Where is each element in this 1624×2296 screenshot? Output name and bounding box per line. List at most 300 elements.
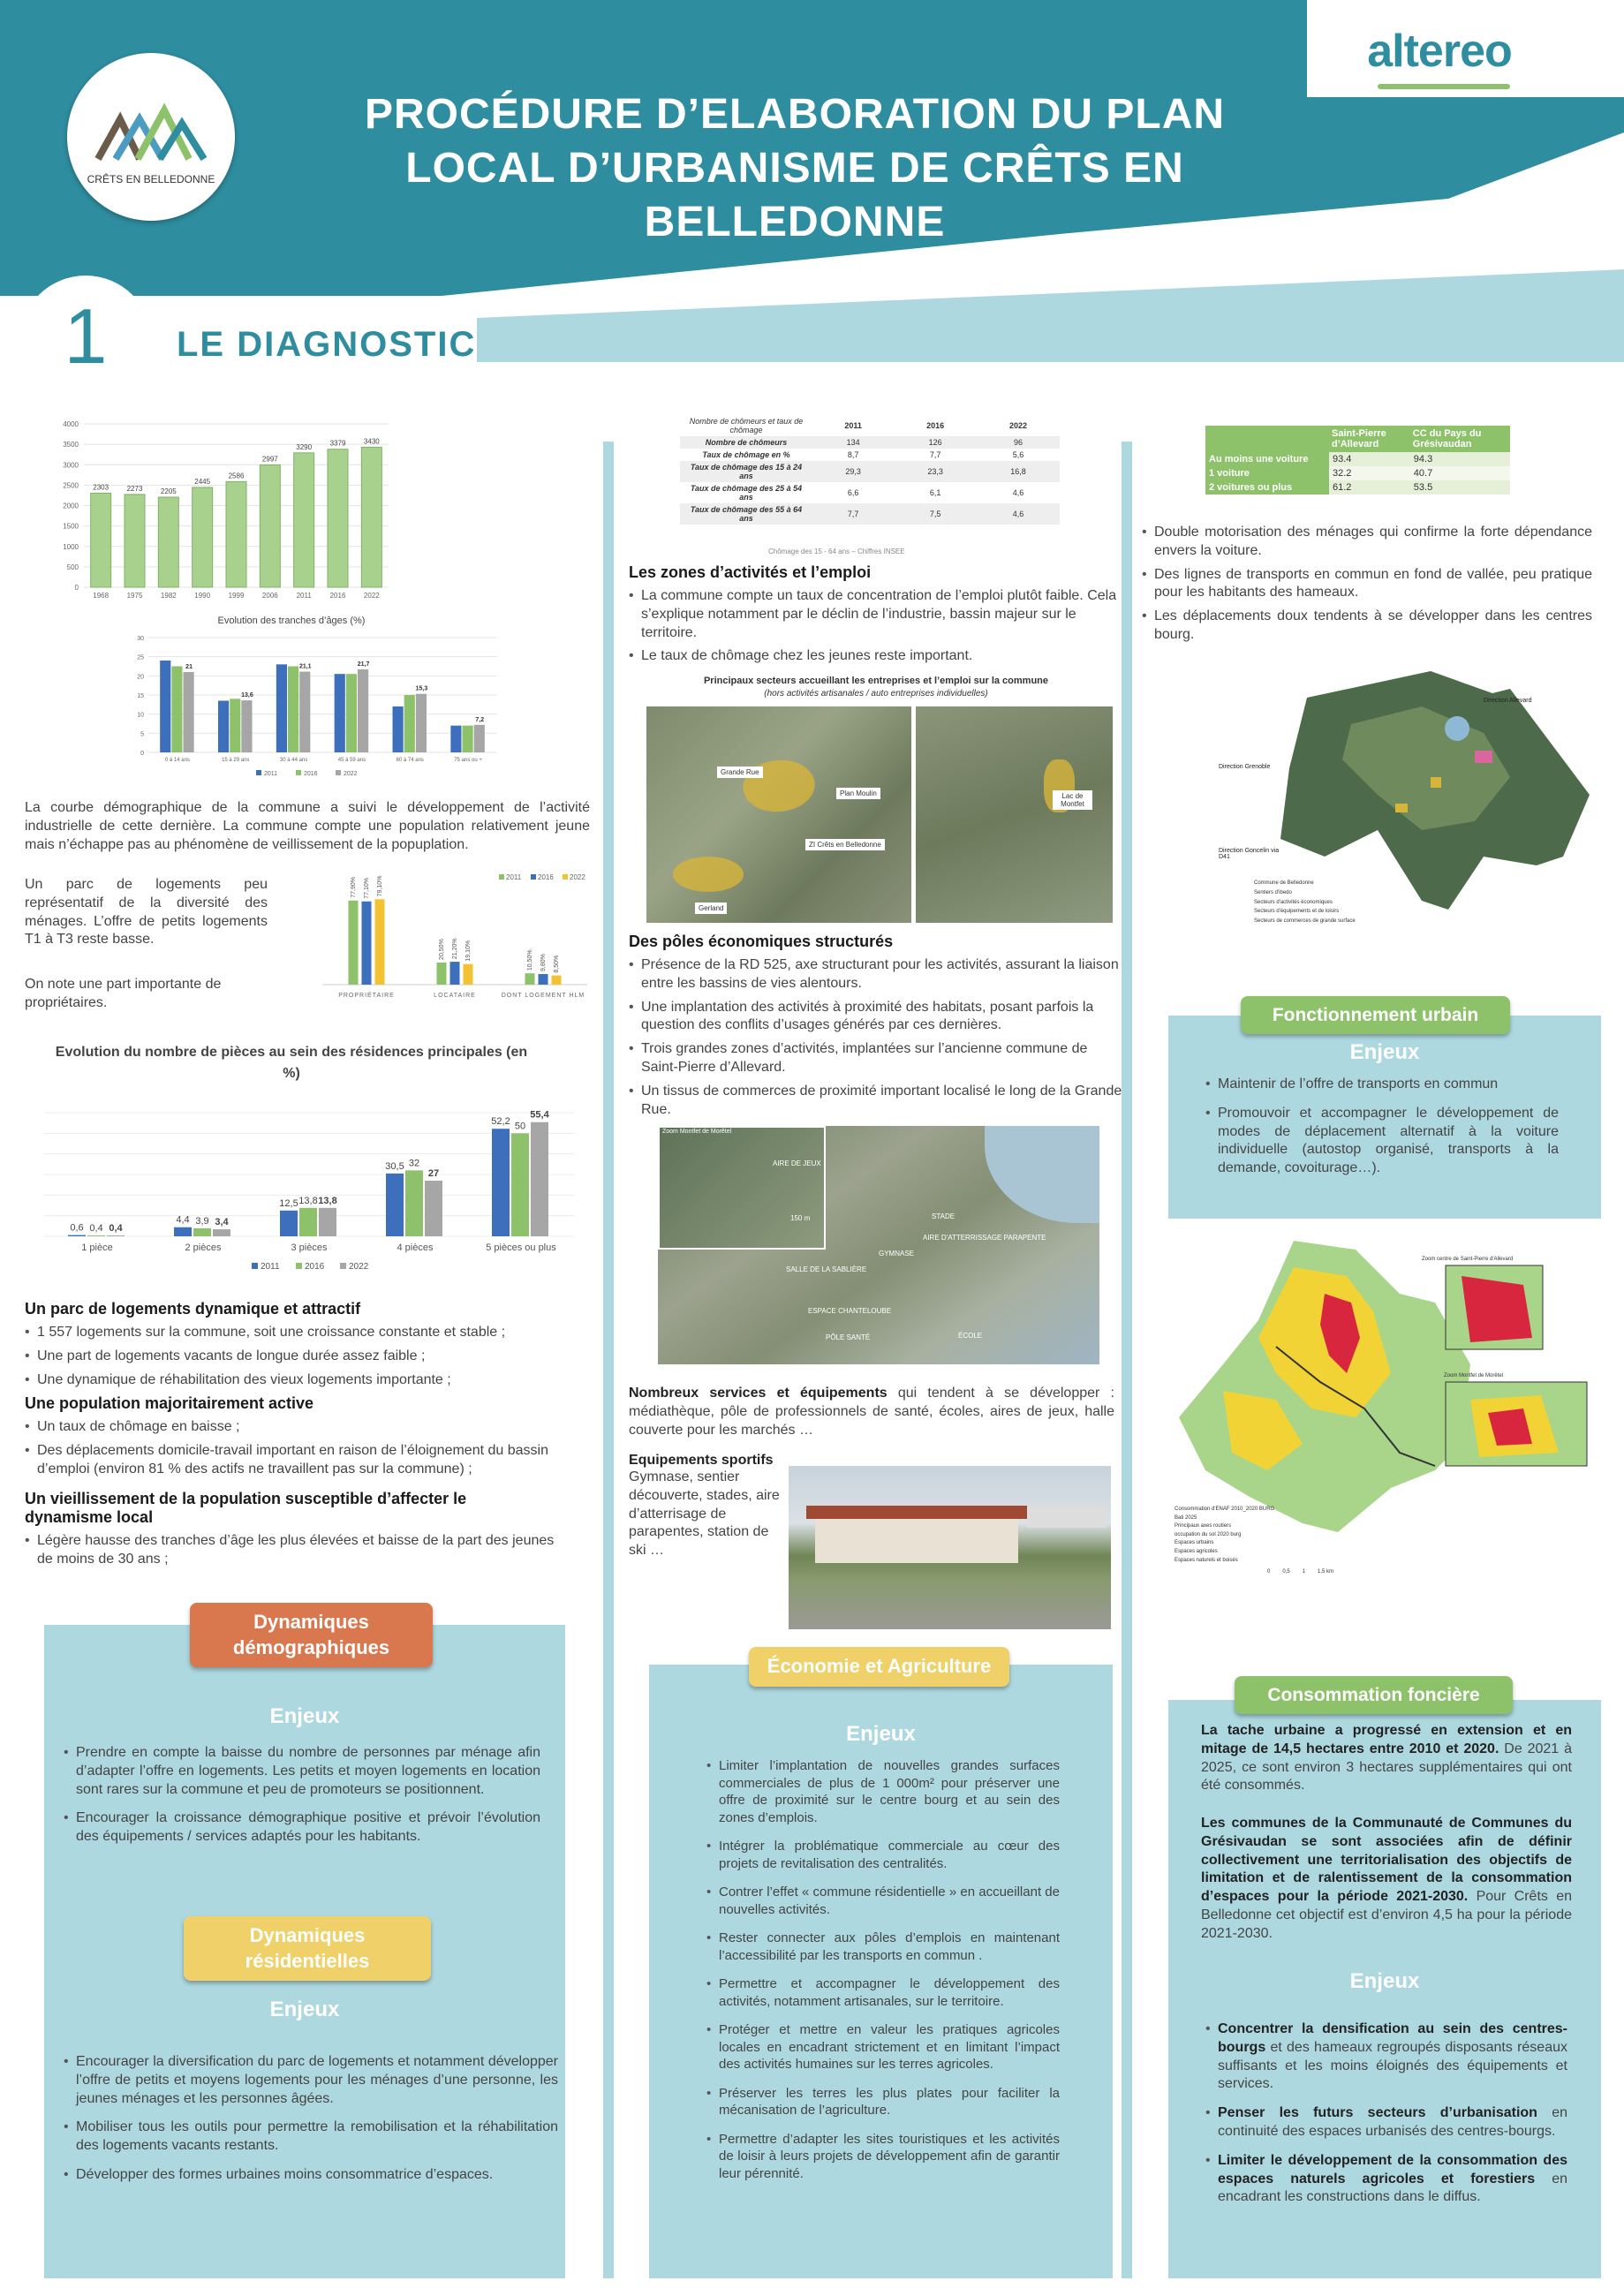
y-tick-label: 0 — [74, 584, 79, 592]
bar — [386, 1174, 404, 1236]
bar — [416, 694, 427, 752]
legend-item: Sentiers d'ibedo — [1254, 889, 1292, 895]
data-label: 2445 — [194, 477, 211, 486]
scale-tick: 0,5 — [1282, 1569, 1290, 1575]
list-item: • La commune compte un taux de concentration de l’emploi plutôt faible. Cela s’explique notamment par le déclin de l’industrie, bassin majeur sur le territoire. — [629, 587, 1123, 642]
x-tick-label: 0 à 14 ans — [164, 758, 190, 763]
map-label: GYMNASE — [879, 1250, 915, 1258]
table-cell: 7,7 — [929, 450, 941, 459]
data-label: 21 — [185, 664, 193, 670]
data-label: 2586 — [228, 472, 245, 480]
table-cell: Taux de chômage en % — [702, 450, 790, 459]
table-cell: Taux de chômage des 55 à 64 ans — [690, 505, 803, 523]
list-item: • Des déplacements domicile-travail important en raison de l’éloignement du bassin d’emploi (environ 81 % des actifs ne travaillent pas sur la commune) ; — [25, 1442, 555, 1479]
list-item: • Encourager la croissance démographique positive et prévoir l’évolution des équipements / services adaptés pour les habitants. — [64, 1809, 540, 1847]
bar — [405, 1170, 423, 1236]
legend-swatch — [296, 770, 301, 775]
table-cell: 96 — [1014, 438, 1023, 447]
age-chart-title: Evolution des tranches d’âges (%) — [217, 616, 366, 626]
x-tick-label: 5 pièces ou plus — [486, 1242, 556, 1253]
table-header: Saint-Pierre d’Allevard — [1329, 426, 1410, 452]
land-enjeux-list — [1205, 2020, 1567, 2212]
bar — [375, 899, 385, 985]
table-cell: 32.2 — [1329, 466, 1410, 480]
table-cell: Taux de chômage des 15 à 24 ans — [690, 463, 803, 480]
data-label: 3,9 — [195, 1215, 209, 1227]
bar — [358, 669, 368, 752]
list-item: • Le taux de chômage chez les jeunes reste important. — [629, 647, 1123, 666]
y-tick-label: 10 — [137, 712, 144, 719]
list-item: • Mobiliser tous les outils pour permettre la remobilisation et la réhabilitation des logements vacants restants. — [64, 2119, 558, 2156]
list-item: • Limiter l’implantation de nouvelles grandes surfaces commerciales de plus de 1 000m² pour préserver une offre de proximité sur le centre bourg et au sein des zones d’emplois. — [706, 1757, 1060, 1826]
table-header: 2011 — [844, 421, 862, 430]
table-header: 2022 — [1009, 421, 1028, 430]
x-tick-label: 1 pièce — [81, 1242, 113, 1253]
table-cell: 53.5 — [1410, 480, 1510, 495]
table-cell: 1 voiture — [1205, 466, 1329, 480]
land-enjeux: Enjeux — [1349, 1969, 1420, 1993]
data-label: 13,6 — [241, 692, 253, 699]
unemployment-source: Chômage des 15 - 64 ans – Chiffres INSEE — [768, 548, 905, 555]
legend-label: 2022 — [349, 1262, 369, 1272]
list-item-bold: Limiter le développement de la consommation des espaces naturels agricoles et forestiers — [1218, 2152, 1567, 2186]
y-tick-label: 25 — [137, 654, 144, 661]
map-label: SALLE DE LA SABLIÈRE — [786, 1265, 867, 1273]
list-item: • Légère hausse des tranches d’âge les plus élevées et baisse de la part des jeunes de moins de 30 ans ; — [25, 1532, 555, 1569]
data-label: 30,5 — [385, 1160, 404, 1172]
bar — [158, 497, 178, 587]
demography-enjeux-list — [64, 1744, 540, 1852]
scale-tick: 0 — [1267, 1569, 1271, 1575]
legend-item: occupation du sol 2020 burg — [1175, 1531, 1242, 1537]
x-tick-label: 30 à 44 ans — [279, 758, 308, 763]
bar — [450, 726, 461, 752]
bar — [280, 1211, 298, 1236]
list-item: • Trois grandes zones d’activités, implantées sur l’ancienne commune de Saint-Pierre d’Allevard. — [629, 1040, 1123, 1077]
urban-enjeux: Enjeux — [1349, 1040, 1420, 1064]
data-label: 79,10% — [377, 875, 383, 897]
y-tick-label: 5 — [140, 731, 144, 738]
data-label: 10,50% — [527, 949, 533, 971]
legend-swatch — [563, 874, 568, 880]
list-item: • Préserver les terres les plus plates pour faciliter la mécanisation de l’agriculture. — [706, 2085, 1060, 2119]
table-cell: 29,3 — [845, 467, 861, 476]
x-tick-label: 2006 — [261, 592, 278, 600]
services-rest: qui tendent à se développer : médiathèque, pôle de professionnels de santé, écoles, aires de jeux, halle couverte pour les marchés … — [629, 1386, 1114, 1438]
list-item-text: et des hameaux regroupés disposants réseaux suffisants et les moins éloignés des équipements et services. — [1218, 2039, 1567, 2092]
list-item: • Encourager la diversification du parc de logements et notamment développer l’offre de petits et moyens logements pour les ménages d’une personne, les jeunes ménages et les personnes âgées. — [64, 2053, 558, 2108]
bar — [319, 1208, 336, 1236]
table-cell: Taux de chômage des 25 à 54 ans — [690, 484, 803, 502]
bar — [171, 667, 182, 753]
data-label: 2273 — [126, 484, 143, 493]
table-cell: Au moins une voiture — [1205, 452, 1329, 466]
bar — [492, 1129, 510, 1236]
x-tick-label: 2016 — [329, 592, 346, 600]
unemployment-table — [680, 415, 1060, 525]
land-text-1 — [1201, 1722, 1572, 1795]
legend-item: Secteurs de commerces de grande surface — [1254, 918, 1356, 925]
bar — [463, 726, 473, 752]
activity-map-subtitle: (hors activités artisanales / auto entreprises individuelles) — [764, 689, 988, 699]
population-heading: Une population majoritairement active — [25, 1394, 314, 1413]
list-item: • Un taux de chômage en baisse ; — [25, 1418, 555, 1437]
data-label: 12,5 — [279, 1197, 298, 1209]
bar — [276, 664, 287, 752]
x-tick-label: 3 pièces — [291, 1242, 328, 1253]
housing-text: Un parc de logements peu représentatif de la diversité des ménages. L’offre de petits logements T1 à T3 reste basse. — [25, 877, 268, 948]
x-tick-label: DONT LOGEMENT HLM — [501, 993, 585, 999]
bar — [184, 672, 194, 752]
aging-list — [25, 1532, 555, 1569]
map-label: Lac de Montfet — [1053, 790, 1092, 810]
table-cell: 94.3 — [1410, 452, 1510, 466]
bar — [260, 464, 280, 587]
bar — [474, 725, 485, 752]
list-item-text: en encadrant les constructions dans le diffus. — [1218, 2171, 1567, 2205]
bar — [299, 672, 310, 752]
list-item: • Prendre en compte la baisse du nombre de personnes par ménage afin d’adapter l’offre en logements. Les petits et moyen logements en location sont rares sur la commune et peu de promoteurs se positionnent. — [64, 1744, 540, 1799]
economy-pill: Économie et Agriculture — [749, 1647, 1009, 1687]
legend-label: 2011 — [264, 771, 278, 777]
demography-enjeux: Enjeux — [269, 1704, 340, 1728]
zones-list — [629, 587, 1123, 666]
aging-heading: Un vieillissement de la population susceptible d’affecter le dynamisme local — [25, 1489, 467, 1526]
y-tick-label: 1500 — [63, 522, 79, 531]
rooms-chart — [26, 1095, 592, 1276]
table-cell: 8,7 — [847, 450, 859, 459]
x-tick-label: 1968 — [93, 592, 110, 600]
list-item: • Une part de logements vacants de longue durée assez faible ; — [25, 1348, 555, 1366]
list-item — [1205, 2104, 1567, 2141]
data-label: 8,50% — [554, 955, 560, 973]
data-label: 0,4 — [89, 1223, 103, 1235]
data-label: 77,90% — [351, 877, 357, 898]
bar — [107, 1235, 125, 1236]
list-item: • Contrer l’effet « commune résidentielle » en accueillant de nouvelles activités. — [706, 1884, 1060, 1918]
map-label: Direction Goncelin via D41 — [1219, 848, 1280, 860]
brand-logo: altereo — [1367, 26, 1512, 77]
economy-enjeux: Enjeux — [846, 1722, 916, 1746]
table-cell: 2 voitures ou plus — [1205, 480, 1329, 495]
column1-text — [25, 1295, 555, 1574]
legend-swatch — [256, 770, 261, 775]
y-tick-label: 2000 — [63, 502, 79, 510]
y-tick-label: 500 — [66, 563, 79, 571]
data-label: 2997 — [261, 455, 278, 464]
list-item — [1205, 2020, 1567, 2094]
table-header — [1205, 426, 1329, 452]
poles-heading: Des pôles économiques structurés — [629, 933, 894, 950]
x-tick-label: 2011 — [296, 592, 312, 600]
legend-swatch — [252, 1263, 258, 1269]
list-item: • Promouvoir et accompagner le développement de modes de déplacement alternatif à la voiture individuelle (autostop organisé, transports à la demande, covoiturage…). — [1205, 1105, 1559, 1178]
urban-pill: Fonctionnement urbain — [1241, 996, 1510, 1034]
legend-item: Secteurs d'équipements et de loisirs — [1254, 909, 1340, 915]
legend-swatch — [531, 874, 536, 880]
data-label: 55,4 — [530, 1109, 549, 1121]
page-title: PROCÉDURE D’ELABORATION DU PLAN LOCAL D’URBANISME DE CRÊTS EN BELLEDONNE — [364, 91, 1226, 245]
y-tick-label: 3000 — [63, 461, 79, 470]
table-cell: 6,1 — [929, 488, 941, 497]
bar — [68, 1235, 86, 1236]
map-label: Gerland — [695, 903, 727, 914]
list-item: • Un tissus de commerces de proximité important localisé le long de la Grande Rue. — [629, 1083, 1123, 1120]
legend-swatch — [336, 770, 341, 775]
table-cell: 16,8 — [1010, 467, 1026, 476]
data-label: 2205 — [160, 487, 177, 496]
land-text-2-rest: Pour Crêts en Belledonne cet objectif est d’environ 4,5 ha pour la période 2021-2030. — [1201, 1889, 1573, 1941]
legend-item: Consommation d'ENAF 2010_2020 BURG — [1175, 1507, 1275, 1512]
land-text-2 — [1201, 1815, 1572, 1944]
residential-pill: Dynamiques résidentielles — [184, 1916, 431, 1981]
data-label: 2303 — [93, 483, 110, 492]
table-cell: Nombre de chômeurs — [705, 438, 788, 447]
data-label: 27 — [427, 1168, 440, 1179]
bar — [213, 1229, 230, 1236]
map-label: Grande Rue — [717, 767, 763, 778]
legend-label: 2016 — [538, 873, 554, 881]
table-cell: 7,5 — [929, 510, 941, 518]
y-tick-label: 4000 — [63, 420, 79, 428]
data-label: 52,2 — [491, 1116, 510, 1128]
list-item-bold: Penser les futurs secteurs d’urbanisation — [1218, 2105, 1537, 2121]
x-tick-label: 1999 — [228, 592, 245, 600]
table-cell: 4,6 — [1012, 488, 1024, 497]
legend-item: Commune de Belledonne — [1254, 880, 1314, 886]
map-scale — [1267, 1569, 1333, 1575]
table-cell: 7,7 — [847, 510, 859, 518]
data-label: 21,20% — [452, 938, 458, 960]
map-label: AIRE D'ATTERRISSAGE PARAPENTE — [923, 1234, 1046, 1242]
car-ownership-table — [1205, 426, 1510, 495]
data-label: 50 — [514, 1121, 526, 1132]
land-pill: Consommation foncière — [1235, 1676, 1513, 1714]
x-tick-label: 1990 — [194, 592, 211, 600]
legend-item: Espaces urbains — [1175, 1540, 1214, 1546]
bar — [531, 1122, 548, 1236]
map-scale: 150 m — [790, 1214, 811, 1222]
bar — [346, 674, 357, 752]
data-label: 21,7 — [357, 661, 370, 668]
bar — [362, 902, 372, 985]
bar — [404, 695, 415, 752]
data-label: 3379 — [329, 439, 346, 448]
column-separator — [603, 442, 614, 2278]
list-item: • Intégrer la problématique commerciale au cœur des projets de revitalisation des centralités. — [706, 1838, 1060, 1872]
map-label: AIRE DE JEUX — [773, 1159, 821, 1167]
y-tick-label: 15 — [137, 693, 144, 699]
bar — [218, 701, 229, 753]
demography-text: La courbe démographique de la commune a suivi le développement de l’activité industrielle de cette dernière. La commune compte une population relativement jeune mais n’échappe pas au phénomène de veillissement de la popuplation. — [25, 800, 590, 852]
urban-enjeux-list — [1205, 1076, 1559, 1183]
table-cell: 40.7 — [1410, 466, 1510, 480]
bar — [464, 964, 473, 985]
logo-text: CRÊTS EN BELLEDONNE — [87, 173, 215, 185]
section-number: 1 — [64, 292, 108, 380]
activity-aerial-map-2 — [916, 706, 1113, 923]
column2-text-b — [629, 927, 1123, 1124]
bar — [299, 1208, 317, 1236]
legend-label: 2011 — [261, 1262, 280, 1272]
list-item: • Développer des formes urbaines moins consommatrice d’espaces. — [64, 2166, 558, 2185]
housing-heading: Un parc de logements dynamique et attractif — [25, 1300, 361, 1318]
legend-swatch — [340, 1263, 346, 1269]
bar — [525, 973, 535, 985]
list-item: • Une dynamique de réhabilitation des vieux logements importante ; — [25, 1371, 555, 1390]
legend-label: 2022 — [344, 771, 358, 777]
legend-swatch — [296, 1263, 302, 1269]
logo-circle — [67, 53, 235, 221]
owners-text: On note une part importante de propriétaires. — [25, 977, 222, 1010]
table-cell: 4,6 — [1012, 510, 1024, 518]
sports-body: Gymnase, sentier découverte, stades, aire d’atterrisage de parapentes, station de ski … — [629, 1469, 780, 1559]
legend-label: 2011 — [506, 873, 522, 881]
residential-enjeux: Enjeux — [269, 1998, 340, 2021]
bar — [193, 487, 213, 587]
data-label: 19,10% — [465, 940, 472, 962]
sports-text — [629, 1453, 788, 1560]
data-label: 3,4 — [215, 1217, 229, 1228]
data-label: 20,50% — [439, 939, 445, 960]
bar — [425, 1181, 442, 1236]
scale-tick: 1 — [1302, 1569, 1306, 1575]
legend-item: Espaces agricoles — [1175, 1548, 1218, 1554]
x-tick-label: 60 à 74 ans — [396, 758, 424, 763]
legend-swatch — [499, 874, 504, 880]
data-label: 13,8 — [318, 1195, 337, 1206]
map-label: Plan Moulin — [836, 788, 880, 799]
residential-enjeux-list — [64, 2053, 558, 2190]
x-tick-label: 75 ans ou + — [454, 758, 482, 763]
table-cell: 126 — [928, 438, 942, 447]
list-item: • 1 557 logements sur la commune, soit une croissance constante et stable ; — [25, 1324, 555, 1342]
legend-label: 2016 — [305, 1262, 325, 1272]
bar — [193, 1228, 211, 1236]
land-use-map — [1170, 1241, 1607, 1598]
list-item: • Permettre et accompagner le développement des activités, notamment artisanales, sur le territoire. — [706, 1975, 1060, 2010]
map-label: Direction Allevard — [1484, 698, 1532, 704]
map-label: ÉCOLE — [958, 1332, 983, 1340]
data-label: 0,6 — [70, 1222, 84, 1234]
services-text — [629, 1385, 1114, 1439]
economy-enjeux-list — [706, 1757, 1060, 2187]
list-item-text: en continuité des espaces urbanisés des centres-bourgs. — [1218, 2105, 1567, 2139]
bar — [294, 453, 314, 587]
legend-item: Principaux axes routiers — [1175, 1523, 1232, 1529]
table-cell: 6,6 — [847, 488, 859, 497]
table-cell: 134 — [846, 438, 860, 447]
map-label: Zoom centre de Saint-Pierre d'Allevard — [1422, 1257, 1514, 1262]
services-bold: Nombreux services et équipements — [629, 1386, 888, 1401]
list-item: • Permettre d’adapter les sites touristiques et les activités de loisir à leurs projets de développement afin de garantir leur pérennité. — [706, 2131, 1060, 2183]
map-label: Zoom Montfet de Morêtel — [1444, 1373, 1504, 1378]
zones-heading: Les zones d’activités et l’emploi — [629, 563, 872, 581]
bar — [226, 481, 246, 587]
map-legend — [1175, 1506, 1274, 1565]
data-label: 15,3 — [415, 685, 428, 692]
data-label: 0,4 — [109, 1223, 123, 1235]
zoom-map-title: Zoom Montfet de Morêtel — [662, 1129, 732, 1135]
scale-tick: 1,5 km — [1318, 1569, 1334, 1575]
land-text-2-bold: Les communes de la Communauté de Communes du Grésivaudan se sont associées afin de définir collectivement une territorialisation des objectifs de limitation et de ralentissement de la consommation d’espaces pour la période 2021-2030. — [1201, 1816, 1572, 1905]
data-label: 13,8 — [298, 1195, 318, 1206]
equipment-zoom-map — [658, 1126, 1099, 1364]
list-item-bold: Concentrer la densification au sein des centres-bourgs — [1218, 2021, 1567, 2055]
y-tick-label: 30 — [137, 636, 144, 642]
housing-list — [25, 1324, 555, 1389]
population-chart — [44, 415, 397, 605]
legend-item: Espaces naturels et boisés — [1175, 1557, 1238, 1563]
brand-logo-swoosh — [1378, 84, 1510, 89]
table-cell: 23,3 — [927, 467, 943, 476]
bar — [91, 493, 111, 587]
legend-item: Bati 2025 — [1175, 1514, 1197, 1521]
rooms-chart-title: Evolution du nombre de pièces au sein des résidences principales (en %) — [55, 1045, 528, 1081]
map-label: Direction Grenoble — [1219, 764, 1271, 770]
list-item: • Protéger et mettre en valeur les pratiques agricoles locales en encadrant strictement et en limitant l’impact des activités humaines sur les terres agricoles. — [706, 2021, 1060, 2073]
bar — [437, 963, 447, 985]
bar — [230, 699, 240, 752]
land-text-1-rest: De 2021 à 2025, ce sont environ 3 hectares supplémentaires qui ont été consommés. — [1201, 1741, 1572, 1794]
occupation-chart — [313, 870, 596, 1024]
population-list — [25, 1418, 555, 1478]
logo-mountains-icon — [67, 53, 235, 221]
list-item: • Les déplacements doux tendents à se développer dans les centres bourg. — [1142, 608, 1592, 645]
list-item: • Des lignes de transports en commun en fond de vallée, peu pratique pour les habitants des hameaux. — [1142, 566, 1592, 603]
legend-label: 2022 — [570, 873, 585, 881]
bar — [361, 447, 381, 587]
bar — [125, 495, 145, 587]
activity-map-title: Principaux secteurs accueillant les entreprises et l’emploi sur la commune — [703, 676, 1049, 686]
data-label: 77,10% — [364, 878, 370, 899]
x-tick-label: 15 à 29 ans — [222, 758, 250, 763]
y-tick-label: 2500 — [63, 481, 79, 490]
bar — [288, 667, 298, 753]
sports-heading: Equipements sportifs — [629, 1453, 774, 1468]
list-item: • Une implantation des activités à proximité des habitats, posant parfois la question des conflits d’usages générés par ces dernières. — [629, 999, 1123, 1036]
table-cell: 5,6 — [1012, 450, 1024, 459]
bar — [511, 1133, 529, 1236]
bar — [450, 962, 460, 985]
map-label: ZI Crêts en Belledonne — [805, 839, 885, 850]
bar — [160, 661, 170, 752]
data-label: 32 — [408, 1158, 420, 1169]
bar — [241, 700, 252, 752]
x-tick-label: 1982 — [160, 592, 177, 600]
x-tick-label: PROPRIÉTAIRE — [338, 993, 395, 999]
mobility-list — [1142, 524, 1592, 650]
table-header: 2016 — [926, 421, 945, 430]
data-label: 3290 — [296, 442, 313, 451]
x-tick-label: 45 à 59 ans — [337, 758, 366, 763]
table-cell: 61.2 — [1329, 480, 1410, 495]
list-item: • Double motorisation des ménages qui confirme la forte dépendance envers la voiture. — [1142, 524, 1592, 561]
list-item: • Rester connecter aux pôles d’emplois en maintenant l’accessibilité par les transports en commun . — [706, 1930, 1060, 1964]
y-tick-label: 3500 — [63, 441, 79, 449]
x-tick-label: 1975 — [126, 592, 143, 600]
y-tick-label: 20 — [137, 674, 144, 681]
map-label: STADE — [932, 1212, 956, 1220]
map-label: ESPACE CHANTELOUBE — [808, 1307, 892, 1315]
bar — [328, 449, 348, 587]
x-tick-label: LOCATAIRE — [434, 993, 476, 999]
gymnasium-photo — [789, 1466, 1111, 1629]
legend-label: 2016 — [304, 771, 318, 777]
list-item: • Maintenir de l’offre de transports en commun — [1205, 1076, 1559, 1094]
bar — [552, 976, 562, 985]
bar — [539, 974, 548, 985]
